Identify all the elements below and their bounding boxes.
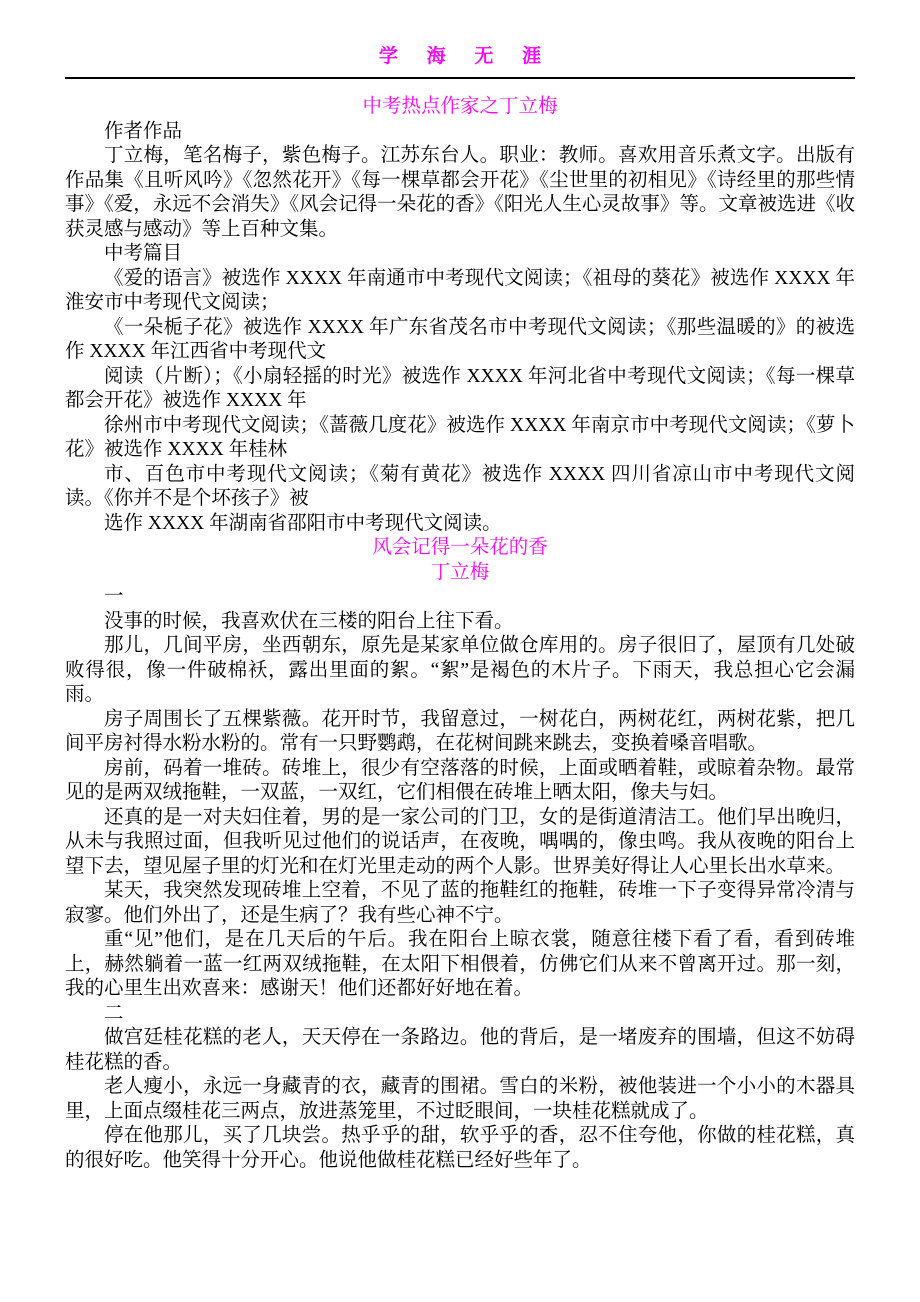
exam-list-paragraph: 《一朵栀子花》被选作 XXXX 年广东省茂名市中考现代文阅读；《那些温暖的》的被选作 XXXX 年江西省中考现代文 — [65, 316, 855, 362]
essay-author: 丁立梅 — [430, 561, 490, 583]
essay-paragraph: 房子周围长了五棵紫薇。花开时节，我留意过，一树花白，两树花红，两树花紫，把几间平房衬得水粉水粉的。常有一只野鹦鹉，在花树间跳来跳去，变换着嗓音唱歌。 — [65, 708, 855, 754]
essay-paragraph: 房前，码着一堆砖。砖堆上，很少有空落落的时候，上面或晒着鞋，或晾着杂物。最常见的是两双绒拖鞋，一双蓝，一双红，它们相偎在砖堆上晒太阳，像夫与妇。 — [65, 757, 855, 803]
essay-paragraph: 老人瘦小，永远一身藏青的衣，藏青的围裙。雪白的米粉，被他装进一个小小的木器具里，上面点缀桂花三两点，放进蒸笼里，不过眨眼间，一块桂花糕就成了。 — [65, 1076, 855, 1122]
exam-list-paragraph: 徐州市中考现代文阅读；《蔷薇几度花》被选作 XXXX 年南京市中考现代文阅读；《萝卜花》被选作 XXXX 年桂林 — [65, 414, 855, 460]
page-header — [65, 46, 855, 79]
exam-list-paragraph: 《爱的语言》被选作 XXXX 年南通市中考现代文阅读；《祖母的葵花》被选作 XXXX 年淮安市中考现代文阅读； — [65, 267, 855, 313]
essay-paragraph: 停在他那儿，买了几块尝。热乎乎的甜，软乎乎的香，忍不住夸他，你做的桂花糕，真的很好吃。他笑得十分开心。他说他做桂花糕已经好些年了。 — [65, 1125, 855, 1171]
essay-paragraph: 还真的是一对夫妇住着，男的是一家公司的门卫，女的是街道清洁工。他们早出晚归，从未与我照过面，但我听见过他们的说话声，在夜晚，喁喁的，像虫鸣。我从夜晚的阳台上望下去，望见屋子里的灯光和在灯光里走动的两个人影。世界美好得让人心里长出水草来。 — [65, 806, 855, 877]
document-body — [65, 79, 855, 1173]
essay-paragraph: 某天，我突然发现砖堆上空着，不见了蓝的拖鞋红的拖鞋，砖堆一下子变得异常冷清与寂寥。他们外出了，还是生病了？我有些心神不宁。 — [65, 880, 855, 926]
essay-paragraph: 没事的时候，我喜欢伏在三楼的阳台上往下看。 — [104, 610, 514, 632]
header-title: 学 海 无 涯 — [378, 46, 554, 67]
essay-title: 风会记得一朵花的香 — [372, 537, 548, 558]
essay-paragraph: 重“见”他们，是在几天后的午后。我在阳台上晾衣裳，随意往楼下看了看，看到砖堆上，赫然躺着一蓝一红两双绒拖鞋，在太阳下相偎着，仿佛它们从来不曾离开过。那一刻，我的心里生出欢喜来：感谢天！他们还都好好地在着。 — [65, 929, 855, 999]
essay-paragraph: 做宫廷桂花糕的老人，天天停在一条路边。他的背后，是一堵废弃的围墙，但这不妨碍桂花糕的香。 — [65, 1027, 855, 1073]
author-works-heading: 作者作品 — [104, 120, 183, 142]
exam-list-paragraph: 阅读（片断）；《小扇轻摇的时光》被选作 XXXX 年河北省中考现代文阅读；《每一棵草都会开花》被选作 XXXX 年 — [65, 365, 855, 411]
doc-title: 中考热点作家之丁立梅 — [362, 96, 558, 117]
exam-list-paragraph: 市、百色市中考现代文阅读；《菊有黄花》被选作 XXXX 四川省凉山市中考现代文阅读。《你并不是个坏孩子》被 — [65, 463, 855, 509]
section-marker-two: 二 — [104, 1002, 124, 1024]
exam-list-paragraph: 选作 XXXX 年湖南省邵阳市中考现代文阅读。 — [104, 512, 502, 534]
section-marker-one: 一 — [104, 586, 124, 607]
exam-list-heading: 中考篇目 — [104, 243, 183, 264]
essay-paragraph: 那儿，几间平房，坐西朝东，原先是某家单位做仓库用的。房子很旧了，屋顶有几处破败得很，像一件破棉袄，露出里面的絮。“絮”是褐色的木片子。下雨天，我总担心它会漏雨。 — [65, 635, 855, 705]
author-bio-paragraph: 丁立梅，笔名梅子，紫色梅子。江苏东台人。职业：教师。喜欢用音乐煮文字。出版有作品集《且听风吟》《忽然花开》《每一棵草都会开花》《尘世里的初相见》《诗经里的那些情事》《爱，永远不会消失》《风会记得一朵花的香》《阳光人生心灵故事》等。文章被选进《收获灵感与感动》等上百种文集。 — [65, 145, 855, 240]
